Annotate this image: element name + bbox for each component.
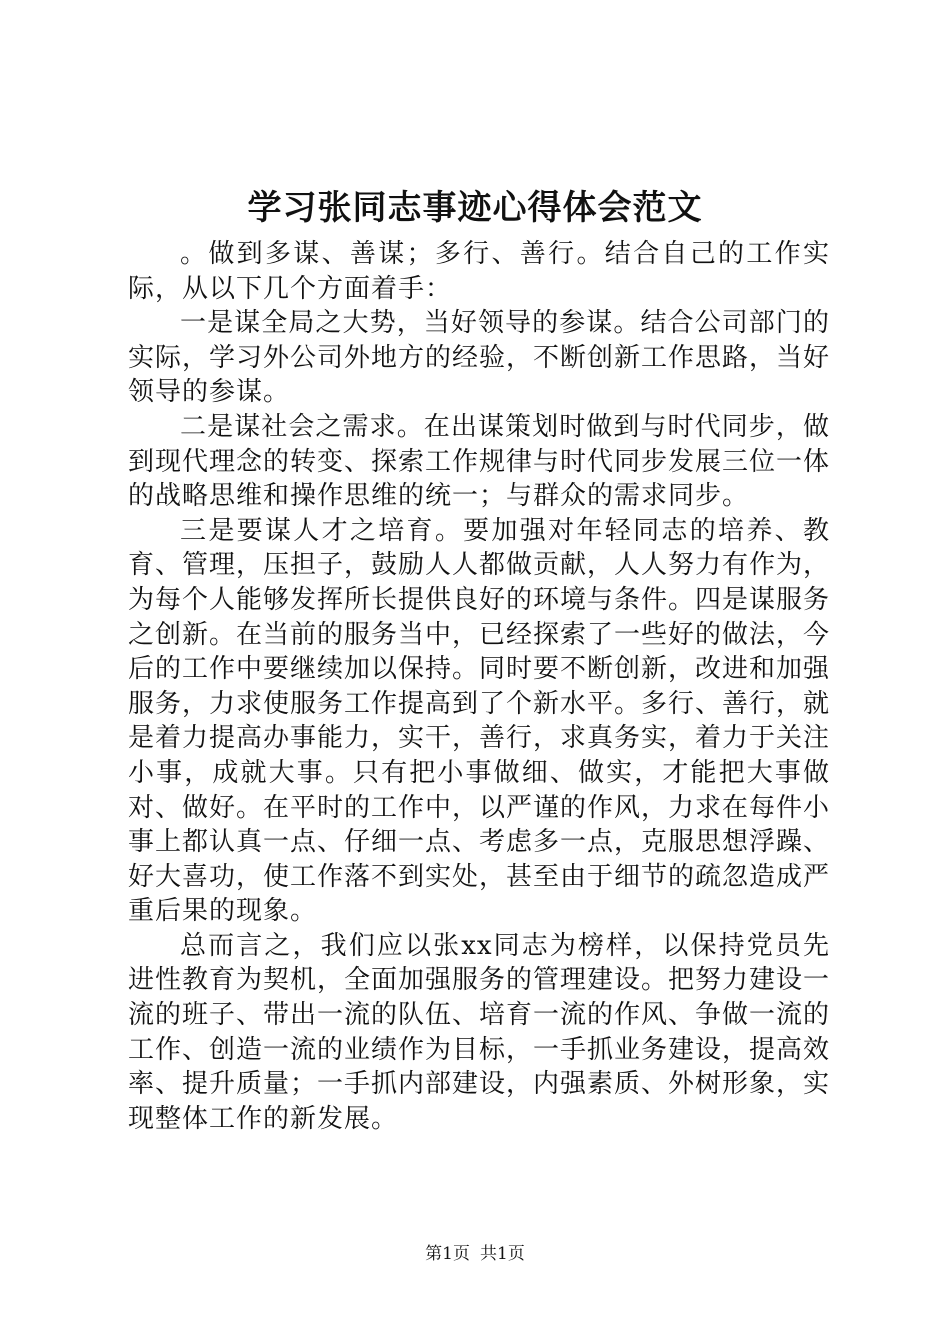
page-number: 第1页 [425, 1244, 470, 1264]
page-footer [0, 1242, 950, 1266]
document-body [128, 237, 830, 1136]
paragraph-point-three: 三是要谋人才之培育。要加强对年轻同志的培养、教育、管理，压担子，鼓励人人都做贡献，人人努力有作为，为每个人能够发挥所长提供良好的环境与条件。四是谋服务之创新。在当前的服务当中，已经探索了一些好的做法，今后的工作中要继续加以保持。同时要不断创新，改进和加强服务，力求使服务工作提高到了个新水平。多行、善行，就是着力提高办事能力，实干，善行，求真务实，着力于关注小事，成就大事。只有把小事做细、做实，才能把大事做对、做好。在平时的工作中，以严谨的作风，力求在每件小事上都认真一点、仔细一点、考虑多一点，克服思想浮躁、好大喜功，使工作落不到实处，甚至由于细节的疏忽造成严重后果的现象。 [128, 515, 831, 927]
paragraph-point-one: 一是谋全局之大势，当好领导的参谋。结合公司部门的实际，学习外公司外地方的经验，不断创新工作思路，当好领导的参谋。 [128, 308, 831, 408]
paragraph-intro: 。做到多谋、善谋；多行、善行。结合自己的工作实际，从以下几个方面着手： [128, 239, 830, 304]
document-title: 学习张同志事迹心得体会范文 [247, 188, 703, 228]
paragraph-conclusion: 总而言之，我们应以张xx同志为榜样，以保持党员先进性教育为契机，全面加强服务的管理建设。把努力建设一流的班子、带出一流的队伍、培育一流的作风、争做一流的工作、创造一流的业绩作为目标，一手抓业务建设，提高效率、提升质量；一手抓内部建设，内强素质、外树形象，实现整体工作的新发展。 [128, 930, 831, 1134]
page-total: 共1页 [480, 1244, 525, 1264]
paragraph-point-two: 二是谋社会之需求。在出谋策划时做到与时代同步，做到现代理念的转变、探索工作规律与时代同步发展三位一体的战略思维和操作思维的统一；与群众的需求同步。 [128, 411, 831, 512]
